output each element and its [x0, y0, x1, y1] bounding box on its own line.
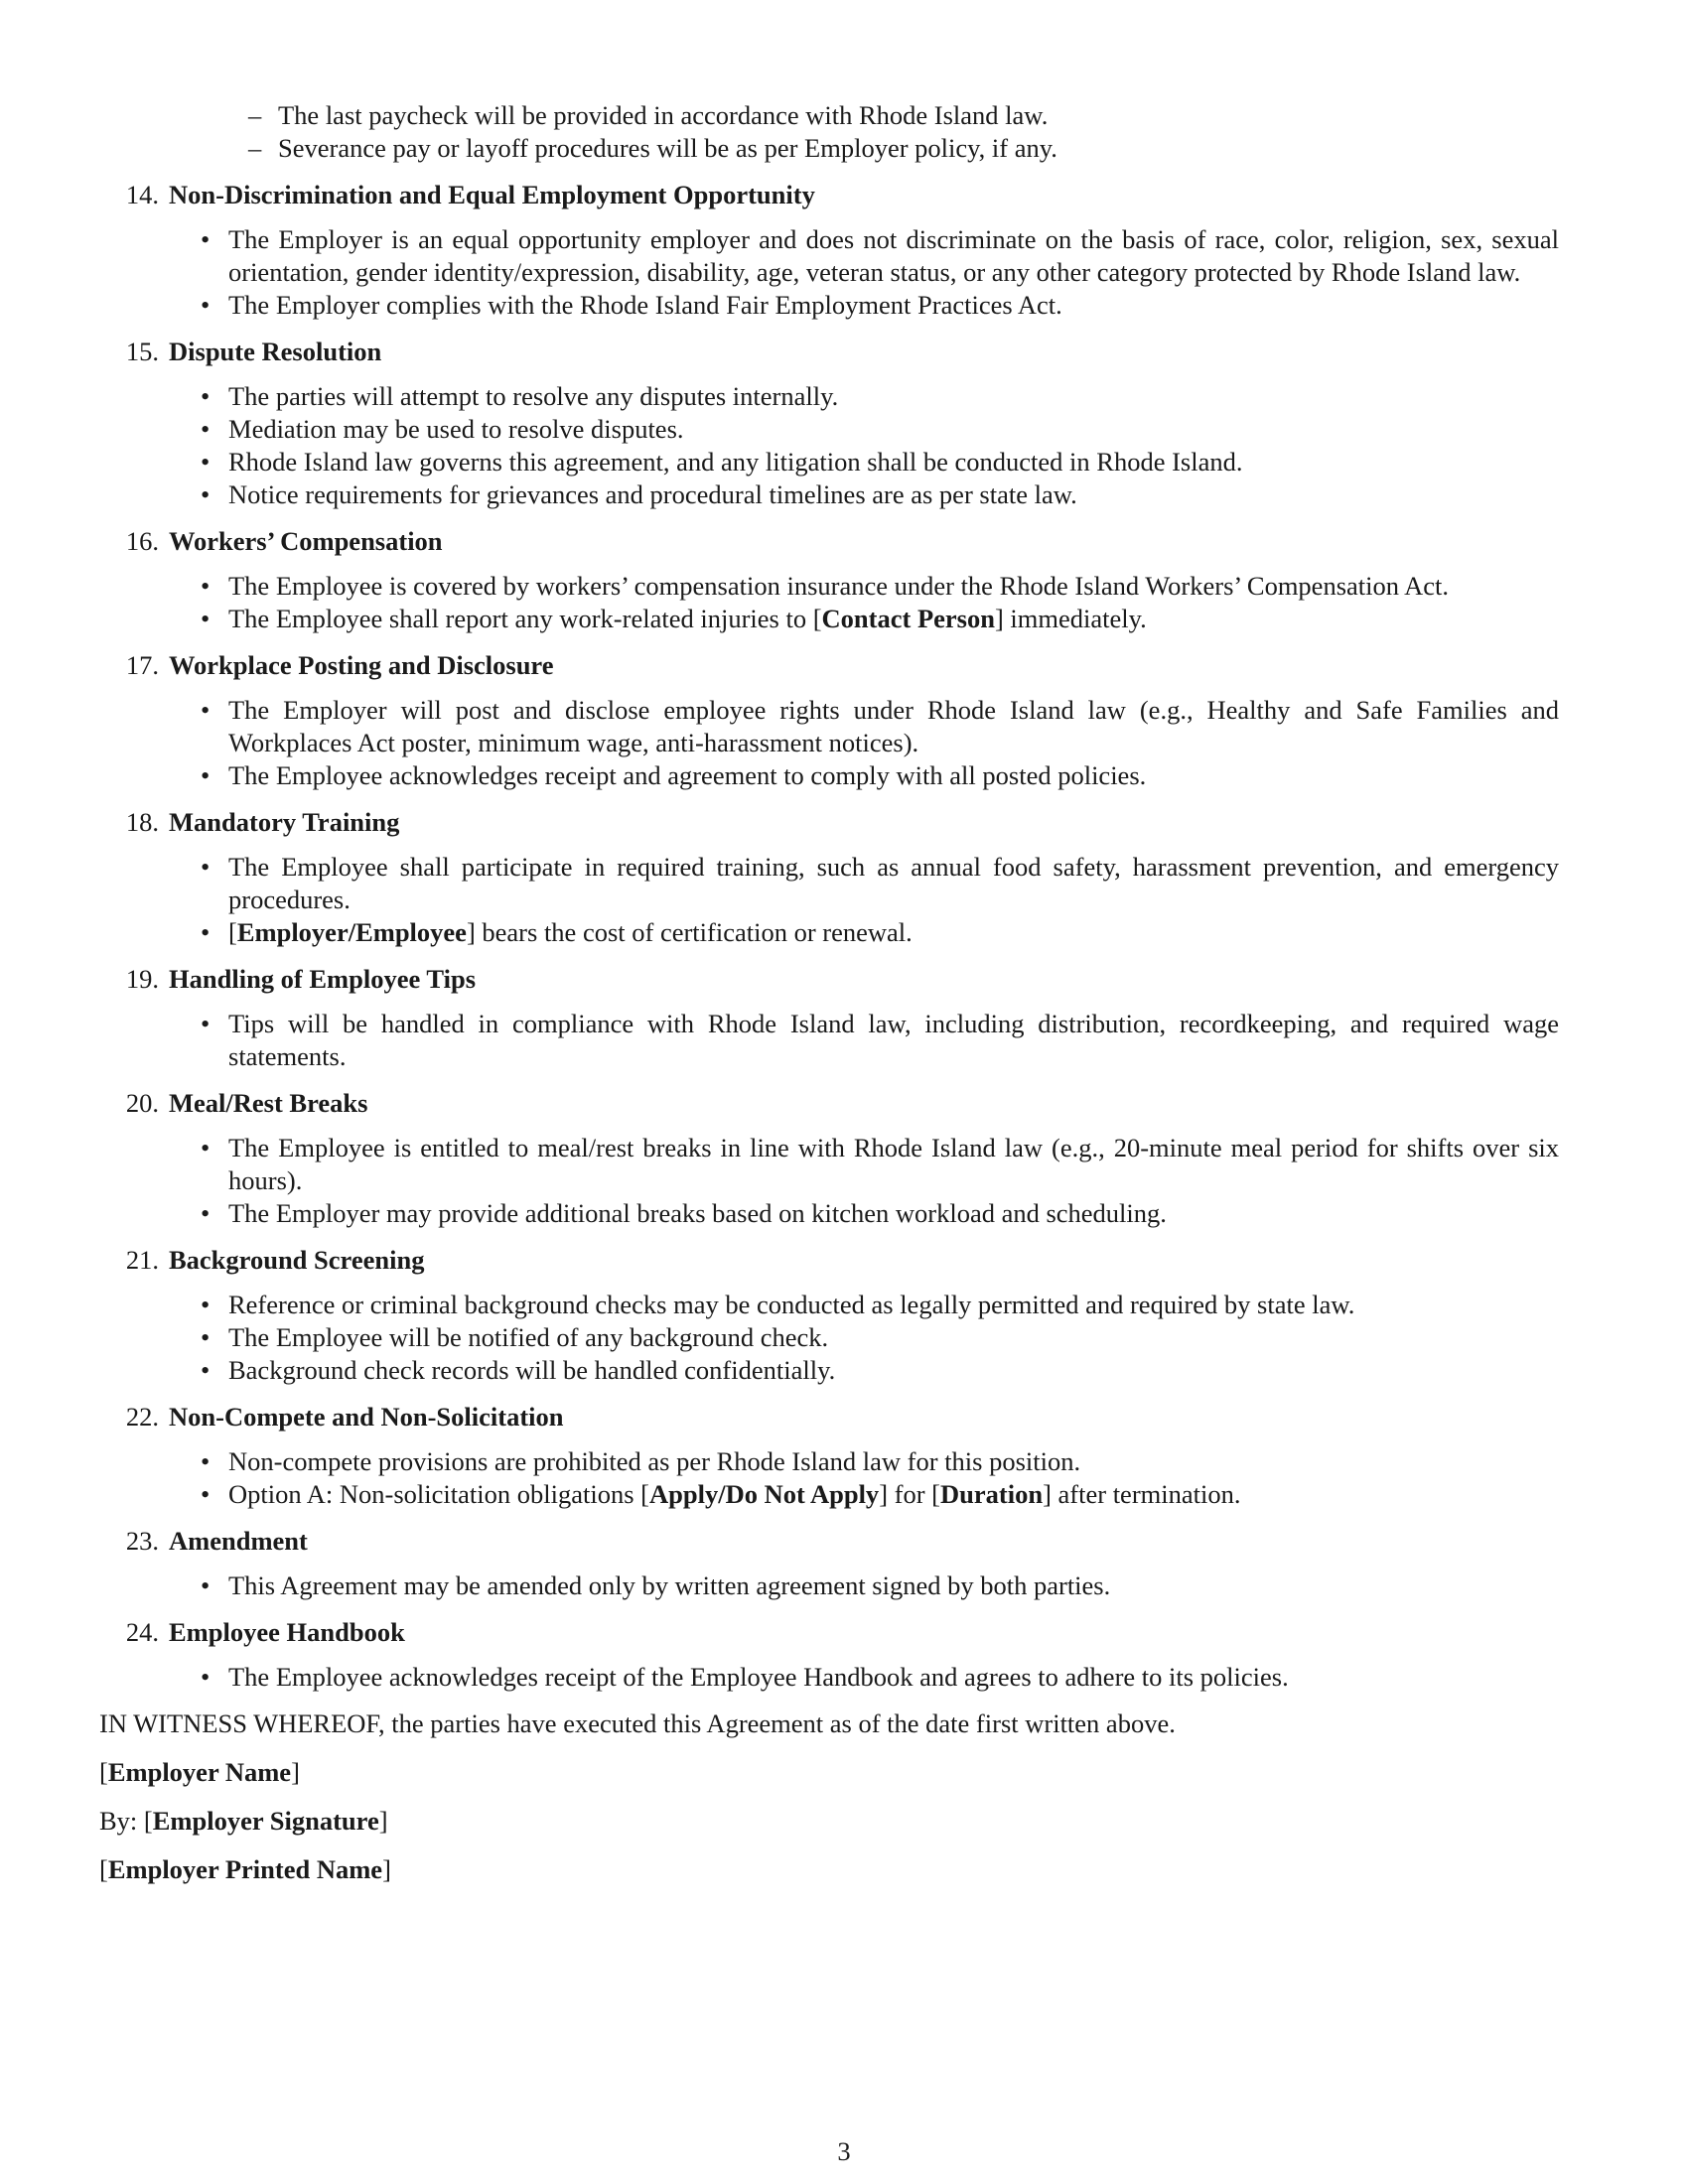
bullet-text: The Employer will post and disclose employee rights under Rhode Island law (e.g., Healthy and Safe Families and Workplaces Act poster, minimum wage, anti-harassment notices).	[228, 695, 1559, 757]
section-title: Mandatory Training	[169, 807, 400, 837]
section-heading	[99, 336, 1589, 368]
section-number: 22.	[125, 1402, 159, 1432]
bullet-text: Background check records will be handled confidentially.	[228, 1355, 836, 1385]
section-title: Amendment	[169, 1526, 308, 1556]
section-bullet-list	[99, 1570, 1559, 1602]
section-heading	[99, 963, 1589, 996]
section-18	[99, 806, 1589, 949]
bullet-text: ] immediately.	[994, 604, 1147, 633]
section-number: 17.	[125, 650, 159, 680]
bullet-text: ] bears the cost of certification or renewal.	[466, 917, 913, 947]
section-number: 23.	[125, 1526, 159, 1556]
section-bullet-list	[99, 570, 1559, 635]
bullet-item	[228, 603, 1559, 635]
bullet-text: ] for [	[879, 1479, 940, 1509]
section-16	[99, 525, 1589, 635]
bullet-text: Non-compete provisions are prohibited as per Rhode Island law for this position.	[228, 1446, 1081, 1476]
bullet-text: The Employee shall participate in required training, such as annual food safety, harassment prevention, and emergency procedures.	[228, 852, 1559, 914]
bullet-text: The Employer may provide additional breaks based on kitchen workload and scheduling.	[228, 1198, 1167, 1228]
bullet-text: Reference or criminal background checks may be conducted as legally permitted and required by state law.	[228, 1290, 1355, 1319]
section-title: Background Screening	[169, 1245, 425, 1275]
bullet-item	[228, 1354, 1559, 1387]
continuation-list	[99, 99, 1589, 165]
section-22	[99, 1401, 1589, 1511]
placeholder-field: Apply/Do Not Apply	[648, 1479, 880, 1509]
bullet-item	[228, 851, 1559, 916]
section-number: 20.	[125, 1088, 159, 1118]
bullet-text: The parties will attempt to resolve any disputes internally.	[228, 381, 839, 411]
section-number: 14.	[125, 180, 159, 209]
section-21	[99, 1244, 1589, 1387]
bullet-item	[228, 694, 1559, 759]
employer-signature-placeholder: Employer Signature	[152, 1806, 379, 1836]
bullet-item	[228, 1197, 1559, 1230]
bullet-text: The Employee is entitled to meal/rest breaks in line with Rhode Island law (e.g., 20-minute meal period for shifts over six hours).	[228, 1133, 1559, 1195]
bullet-text: The Employee acknowledges receipt and agreement to comply with all posted policies.	[228, 760, 1147, 790]
bullet-item	[228, 1570, 1559, 1602]
section-number: 19.	[125, 964, 159, 994]
section-number: 24.	[125, 1617, 159, 1647]
bullet-item	[228, 1445, 1559, 1478]
bullet-item	[228, 478, 1559, 511]
page-number: 3	[837, 2136, 851, 2166]
section-14	[99, 179, 1589, 322]
section-heading	[99, 1087, 1589, 1120]
employer-signature-line: By: [Employer Signature]	[99, 1806, 388, 1836]
section-heading	[99, 806, 1589, 839]
bullet-item	[228, 413, 1559, 446]
placeholder-field: Contact Person	[821, 604, 995, 633]
bullet-item	[228, 1008, 1559, 1073]
bullet-item	[228, 1478, 1559, 1511]
section-heading	[99, 1525, 1589, 1558]
section-19	[99, 963, 1589, 1073]
bullet-item	[228, 1321, 1559, 1354]
bullet-item	[228, 289, 1559, 322]
section-title: Employee Handbook	[169, 1617, 405, 1647]
section-heading	[99, 1244, 1589, 1277]
bullet-item	[228, 380, 1559, 413]
bullet-text: Notice requirements for grievances and procedural timelines are as per state law.	[228, 479, 1077, 509]
section-heading	[99, 179, 1589, 211]
continuation-item: – Severance pay or layoff procedures will be as per Employer policy, if any.	[278, 132, 1589, 165]
section-title: Non-Discrimination and Equal Employment Opportunity	[169, 180, 815, 209]
section-heading	[99, 1401, 1589, 1433]
section-title: Meal/Rest Breaks	[169, 1088, 368, 1118]
employer-printed-name-line: [Employer Printed Name]	[99, 1854, 391, 1884]
bullet-text: The Employee is covered by workers’ compensation insurance under the Rhode Island Workers’ Compensation Act.	[228, 571, 1450, 601]
section-number: 16.	[125, 526, 159, 556]
section-number: 15.	[125, 337, 159, 366]
employer-printed-name-placeholder: Employer Printed Name	[107, 1854, 383, 1884]
bullet-text: Rhode Island law governs this agreement, and any litigation shall be conducted in Rhode Island.	[228, 447, 1243, 477]
bullet-item	[228, 223, 1559, 289]
section-bullet-list	[99, 1661, 1559, 1694]
sections-container	[99, 179, 1589, 1694]
employer-name-line: [Employer Name]	[99, 1757, 300, 1787]
bullet-item	[228, 1132, 1559, 1197]
section-title: Handling of Employee Tips	[169, 964, 477, 994]
section-15	[99, 336, 1589, 511]
section-number: 21.	[125, 1245, 159, 1275]
placeholder-field: Duration	[940, 1479, 1044, 1509]
section-bullet-list	[99, 1132, 1559, 1230]
bullet-item	[228, 759, 1559, 792]
section-title: Workplace Posting and Disclosure	[169, 650, 554, 680]
section-bullet-list	[99, 851, 1559, 949]
bullet-item	[228, 446, 1559, 478]
bullet-text: This Agreement may be amended only by written agreement signed by both parties.	[228, 1570, 1111, 1600]
section-bullet-list	[99, 1289, 1559, 1387]
bullet-text: The Employer is an equal opportunity employer and does not discriminate on the basis of race, color, religion, sex, sexual orientation, gender identity/expression, disability, age, veteran status, or any other category protected by Rhode Island law.	[228, 224, 1559, 287]
section-bullet-list	[99, 380, 1559, 511]
section-23	[99, 1525, 1589, 1602]
bullet-text: The Employee will be notified of any background check.	[228, 1322, 829, 1352]
bullet-text: Option A: Non-solicitation obligations [	[228, 1479, 649, 1509]
bullet-text: Tips will be handled in compliance with Rhode Island law, including distribution, recordkeeping, and required wage statements.	[228, 1009, 1559, 1071]
bullet-item	[228, 916, 1559, 949]
section-20	[99, 1087, 1589, 1230]
section-title: Dispute Resolution	[169, 337, 382, 366]
section-bullet-list	[99, 1445, 1559, 1511]
bullet-text: Mediation may be used to resolve disputes.	[228, 414, 684, 444]
section-heading	[99, 649, 1589, 682]
section-number: 18.	[125, 807, 159, 837]
placeholder-field: Employer/Employee	[236, 917, 467, 947]
employer-name-placeholder: Employer Name	[107, 1757, 292, 1787]
section-24	[99, 1616, 1589, 1694]
bullet-text: [	[228, 917, 237, 947]
bullet-text: ] after termination.	[1043, 1479, 1241, 1509]
bullet-item	[228, 1289, 1559, 1321]
bullet-text: The Employee shall report any work-related injuries to [	[228, 604, 822, 633]
section-bullet-list	[99, 694, 1559, 792]
bullet-text: The Employee acknowledges receipt of the Employee Handbook and agrees to adhere to its policies.	[228, 1662, 1289, 1692]
section-bullet-list	[99, 1008, 1559, 1073]
bullet-item	[228, 570, 1559, 603]
section-17	[99, 649, 1589, 792]
continuation-item: – The last paycheck will be provided in accordance with Rhode Island law.	[278, 99, 1589, 132]
section-bullet-list	[99, 223, 1559, 322]
section-title: Workers’ Compensation	[169, 526, 443, 556]
section-heading	[99, 525, 1589, 558]
bullet-item	[228, 1661, 1559, 1694]
by-label: By:	[99, 1806, 138, 1836]
bullet-text: The Employer complies with the Rhode Island Fair Employment Practices Act.	[228, 290, 1062, 320]
document-page	[99, 99, 1589, 1902]
section-heading	[99, 1616, 1589, 1649]
witness-statement: IN WITNESS WHEREOF, the parties have executed this Agreement as of the date first written above.	[99, 1708, 1176, 1738]
section-title: Non-Compete and Non-Solicitation	[169, 1402, 564, 1432]
